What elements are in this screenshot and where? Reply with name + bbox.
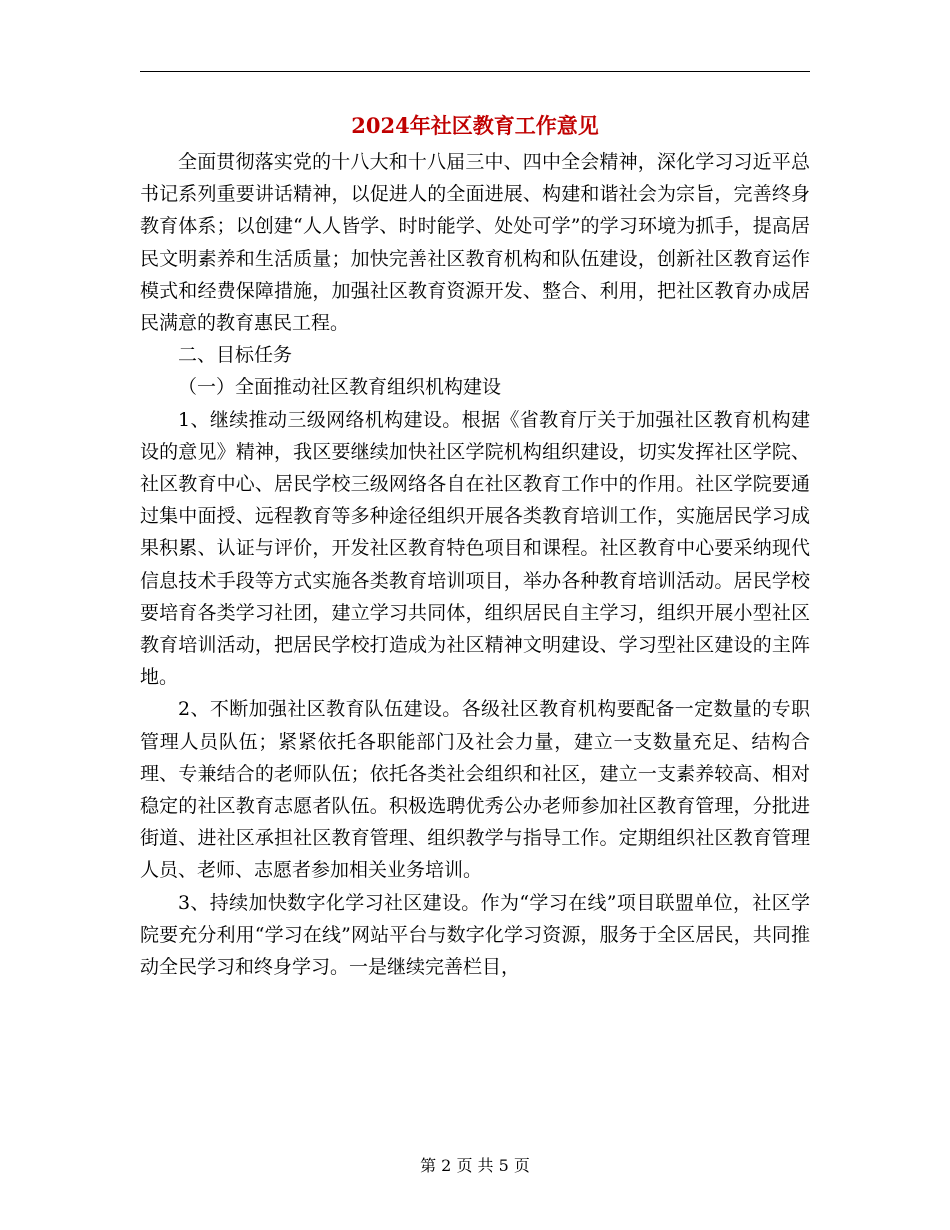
sub-heading: （一）全面推动社区教育组织机构建设: [178, 376, 502, 399]
item-paragraph-3: 3、持续加快数字化学习社区建设。作为“学习在线”项目联盟单位，社区学院要充分利用“学习在线”网站平台与数字化学习资源，服务于全区居民，共同推动全民学习和终身学习。一是继续完善栏目，: [140, 891, 810, 979]
document-body: [140, 146, 810, 983]
item-paragraph-1: 1、继续推动三级网络机构建设。根据《省教育厅关于加强社区教育机构建设的意见》精神，我区要继续加快社区学院机构组织建设，切实发挥社区学院、社区教育中心、居民学校三级网络各自在社区教育工作中的作用。社区学院要通过集中面授、远程教育等多种途径组织开展各类教育培训工作，实施居民学习成果积累、认证与评价，开发社区教育特色项目和课程。社区教育中心要采纳现代信息技术手段等方式实施各类教育培训项目，举办各种教育培训活动。居民学校要培育各类学习社团，建立学习共同体，组织居民自主学习，组织开展小型社区教育培训活动，把居民学校打造成为社区精神文明建设、学习型社区建设的主阵地。: [140, 408, 810, 689]
section-heading: 二、目标任务: [178, 344, 293, 367]
intro-paragraph: 全面贯彻落实党的十八大和十八届三中、四中全会精神，深化学习习近平总书记系列重要讲话精神，以促进人的全面进展、构建和谐社会为宗旨，完善终身教育体系；以创建“人人皆学、时时能学、处处可学”的学习环境为抓手，提高居民文明素养和生活质量；加快完善社区教育机构和队伍建设，创新社区教育运作模式和经费保障措施，加强社区教育资源开发、整合、利用，把社区教育办成居民满意的教育惠民工程。: [140, 151, 810, 335]
page-number: 第 2 页 共 5 页: [420, 1156, 530, 1175]
item-paragraph-2: 2、不断加强社区教育队伍建设。各级社区教育机构要配备一定数量的专职管理人员队伍；紧紧依托各职能部门及社会力量，建立一支数量充足、结构合理、专兼结合的老师队伍；依托各类社会组织和社区，建立一支素养较高、相对稳定的社区教育志愿者队伍。积极选聘优秀公办老师参加社区教育管理，分批进街道、进社区承担社区教育管理、组织教学与指导工作。定期组织社区教育管理人员、老师、志愿者参加相关业务培训。: [140, 698, 810, 882]
header-rule: [140, 71, 810, 72]
document-title: 2024年社区教育工作意见: [351, 113, 599, 138]
